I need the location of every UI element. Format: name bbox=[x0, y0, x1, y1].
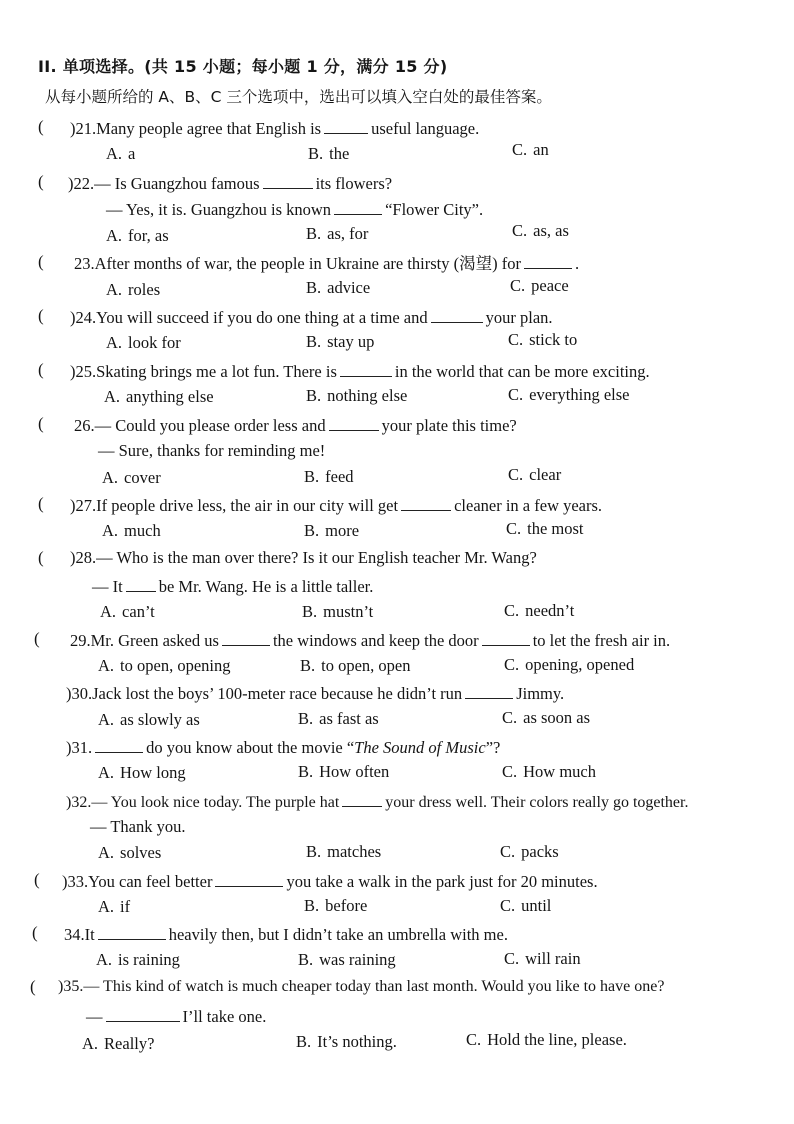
option-c: C. stick to bbox=[508, 330, 578, 349]
answer-paren: ( bbox=[38, 117, 44, 136]
option-c: C. will rain bbox=[504, 949, 581, 968]
option-b: B. as, for bbox=[306, 224, 369, 243]
fill-blank[interactable] bbox=[340, 360, 392, 377]
question-stem: )35.— This kind of watch is much cheaper today than last month. Would you like to have one? bbox=[58, 978, 665, 995]
option-a: A. look for bbox=[106, 333, 181, 352]
question-stem: )32.— You look nice today. The purple hat your dress well. Their colors really go together. bbox=[66, 790, 688, 813]
option-a: A. is raining bbox=[96, 950, 180, 969]
option-b: B. more bbox=[304, 521, 360, 540]
question-number: )33. bbox=[62, 872, 89, 891]
option-a: A. for, as bbox=[106, 226, 169, 245]
answer-paren: ( bbox=[38, 172, 44, 191]
option-c: C. Hold the line, please. bbox=[466, 1030, 627, 1049]
option-c: C. as, as bbox=[512, 221, 569, 240]
question-number: )30. bbox=[66, 684, 93, 703]
fill-blank[interactable] bbox=[126, 575, 156, 592]
fill-blank[interactable] bbox=[95, 736, 143, 753]
option-a: A. cover bbox=[102, 468, 161, 487]
option-b: B. mustn’t bbox=[302, 602, 374, 621]
fill-blank[interactable] bbox=[215, 870, 283, 887]
question-stem: )21.Many people agree that English is useful language. bbox=[70, 119, 480, 138]
answer-paren: ( bbox=[38, 494, 44, 513]
option-b: B. before bbox=[304, 896, 368, 915]
question-stem: 34.It heavily then, but I didn’t take an umbrella with me. bbox=[64, 925, 508, 944]
option-c: C. everything else bbox=[508, 385, 630, 404]
question-number: )32. bbox=[66, 794, 92, 811]
question-stem: 26.— Could you please order less and your plate this time? bbox=[74, 416, 517, 435]
option-b: B. to open, open bbox=[300, 656, 411, 675]
fill-blank[interactable] bbox=[401, 494, 451, 511]
answer-paren: ( bbox=[34, 870, 40, 889]
fill-blank[interactable] bbox=[329, 414, 379, 431]
option-b: B. It’s nothing. bbox=[296, 1032, 397, 1051]
option-b: B. feed bbox=[304, 467, 354, 486]
fill-blank[interactable] bbox=[342, 790, 382, 807]
fill-blank[interactable] bbox=[524, 252, 572, 269]
question-response: — Thank you. bbox=[90, 817, 186, 836]
option-c: C. until bbox=[500, 896, 552, 915]
option-c: C. an bbox=[512, 140, 549, 159]
question-number: 29. bbox=[70, 631, 91, 650]
question-stem: 23.After months of war, the people in Ukraine are thirsty (渴望) for . bbox=[74, 254, 580, 273]
fill-blank[interactable] bbox=[324, 117, 368, 134]
question-stem: )30.Jack lost the boys’ 100-meter race because he didn’t run Jimmy. bbox=[66, 684, 565, 703]
fill-blank[interactable] bbox=[222, 629, 270, 646]
question-number: )35. bbox=[58, 978, 84, 995]
fill-blank[interactable] bbox=[263, 172, 313, 189]
question-stem: )31. do you know about the movie “The Sound of Music”? bbox=[66, 738, 501, 757]
option-b: B. advice bbox=[306, 278, 371, 297]
option-a: A. a bbox=[106, 144, 136, 163]
option-a: A. roles bbox=[106, 280, 161, 299]
option-c: C. the most bbox=[506, 519, 584, 538]
question-response: — It be Mr. Wang. He is a little taller. bbox=[92, 577, 374, 596]
question-number: )27. bbox=[70, 496, 97, 515]
option-a: A. can’t bbox=[100, 602, 155, 621]
option-c: C. as soon as bbox=[502, 708, 591, 727]
option-b: B. was raining bbox=[298, 950, 396, 969]
question-number: 26. bbox=[74, 416, 95, 435]
option-a: A. solves bbox=[98, 843, 162, 862]
fill-blank[interactable] bbox=[482, 629, 530, 646]
answer-paren: ( bbox=[38, 252, 44, 271]
question-number: 34. bbox=[64, 925, 85, 944]
question-response: — Sure, thanks for reminding me! bbox=[98, 441, 326, 460]
fill-blank[interactable] bbox=[106, 1005, 180, 1022]
option-b: B. stay up bbox=[306, 332, 375, 351]
answer-paren: ( bbox=[38, 414, 44, 433]
option-b: B. nothing else bbox=[306, 386, 408, 405]
option-b: B. How often bbox=[298, 762, 390, 781]
question-response: — Yes, it is. Guangzhou is known “Flower City”. bbox=[106, 200, 484, 219]
option-c: C. clear bbox=[508, 465, 562, 484]
question-stem: )25.Skating brings me a lot fun. There is in the world that can be more exciting. bbox=[70, 362, 650, 381]
option-b: B. as fast as bbox=[298, 709, 379, 728]
question-stem: )27.If people drive less, the air in our city will get cleaner in a few years. bbox=[70, 496, 603, 515]
answer-paren: ( bbox=[38, 548, 44, 567]
option-a: A. Really? bbox=[82, 1034, 155, 1053]
question-stem: 29.Mr. Green asked us the windows and keep the door to let the fresh air in. bbox=[70, 631, 671, 650]
option-c: C. peace bbox=[510, 276, 569, 295]
fill-blank[interactable] bbox=[431, 306, 483, 323]
option-b: B. matches bbox=[306, 842, 382, 861]
movie-title: The Sound of Music bbox=[354, 738, 486, 757]
option-c: C. packs bbox=[500, 842, 559, 861]
option-c: C. needn’t bbox=[504, 601, 575, 620]
answer-paren: ( bbox=[30, 977, 36, 996]
answer-paren: ( bbox=[32, 923, 38, 942]
answer-paren: ( bbox=[38, 306, 44, 325]
section-instructions: 从每小题所给的 A、B、C 三个选项中，选出可以填入空白处的最佳答案。 bbox=[45, 88, 552, 106]
question-number: 23. bbox=[74, 254, 95, 273]
question-number: )21. bbox=[70, 119, 97, 138]
question-number: )28. bbox=[70, 548, 97, 567]
option-a: A. as slowly as bbox=[98, 710, 200, 729]
question-number: )25. bbox=[70, 362, 97, 381]
section-title: II. 单项选择。(共 15 小题；每小题 1 分，满分 15 分) bbox=[38, 57, 448, 76]
question-stem: )24.You will succeed if you do one thing at a time and your plan. bbox=[70, 308, 553, 327]
question-number: )31. bbox=[66, 738, 93, 757]
fill-blank[interactable] bbox=[98, 923, 166, 940]
option-a: A. if bbox=[98, 897, 131, 916]
question-stem: )28.— Who is the man over there? Is it our English teacher Mr. Wang? bbox=[70, 548, 537, 567]
question-response: — I’ll take one. bbox=[86, 1007, 267, 1026]
option-c: C. How much bbox=[502, 762, 597, 781]
answer-paren: ( bbox=[38, 360, 44, 379]
option-b: B. the bbox=[308, 144, 350, 163]
question-number: )22. bbox=[68, 174, 95, 193]
option-c: C. opening, opened bbox=[504, 655, 635, 674]
question-stem: )22.— Is Guangzhou famous its flowers? bbox=[68, 174, 393, 193]
option-a: A. much bbox=[102, 521, 161, 540]
fill-blank[interactable] bbox=[334, 198, 382, 215]
option-a: A. to open, opening bbox=[98, 656, 231, 675]
fill-blank[interactable] bbox=[465, 682, 513, 699]
option-a: A. How long bbox=[98, 763, 186, 782]
option-a: A. anything else bbox=[104, 387, 214, 406]
question-stem: )33.You can feel better you take a walk in the park just for 20 minutes. bbox=[62, 872, 598, 891]
answer-paren: ( bbox=[34, 629, 40, 648]
question-number: )24. bbox=[70, 308, 97, 327]
